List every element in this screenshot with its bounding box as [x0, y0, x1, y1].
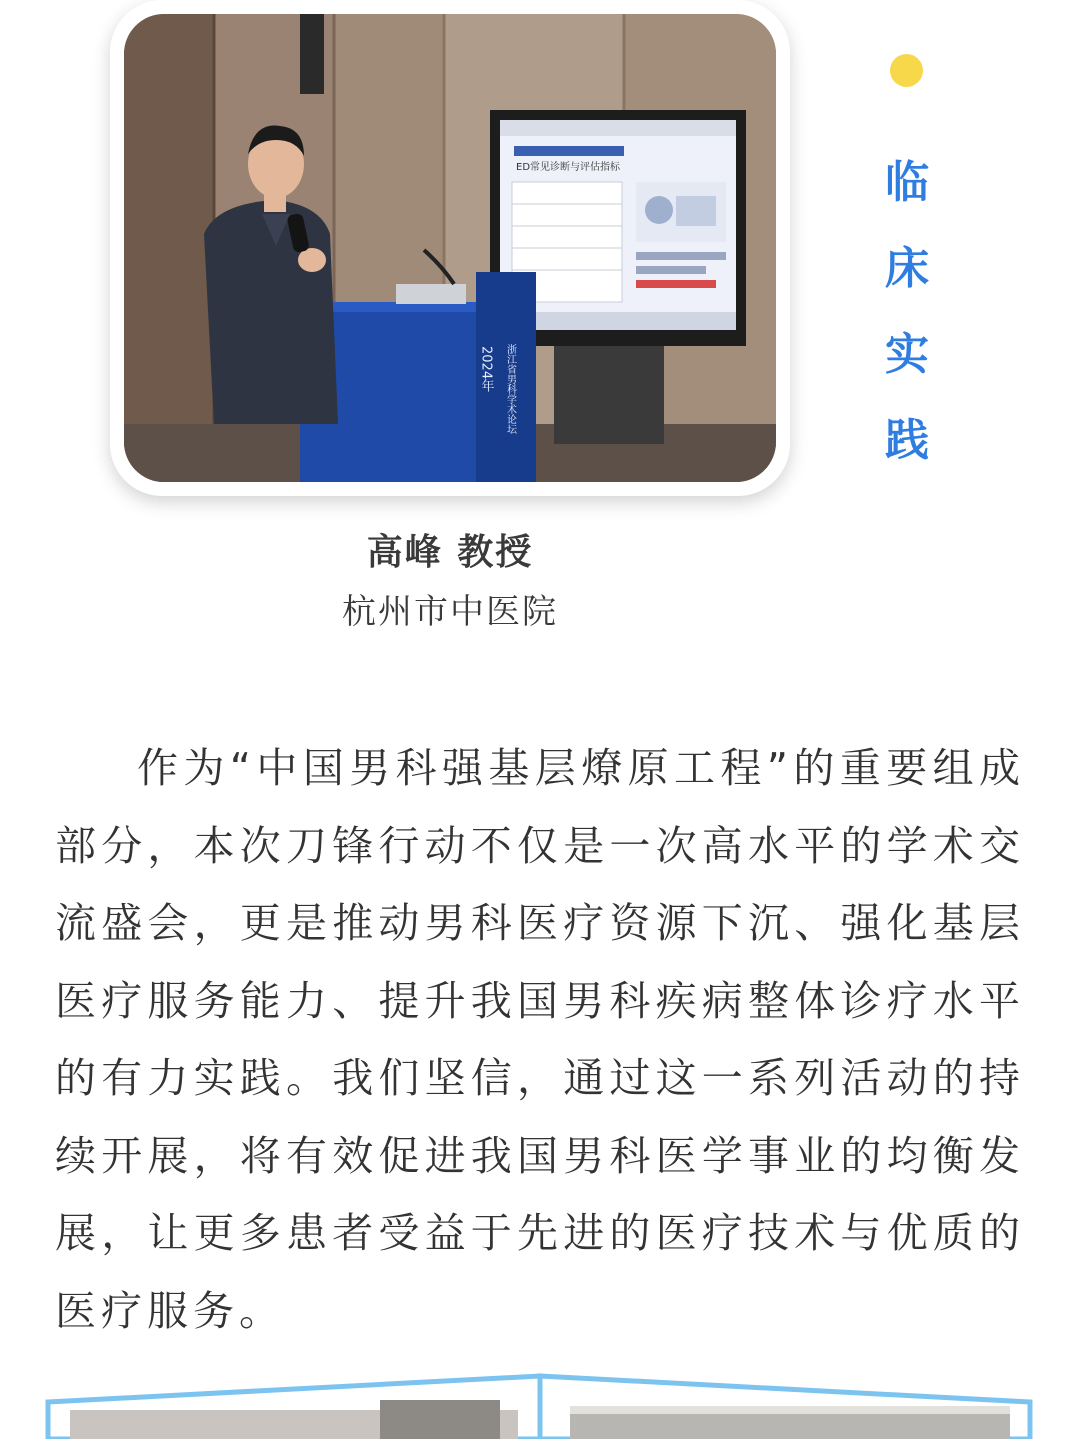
- side-title-char: 践: [885, 415, 929, 466]
- article-paragraph: 作为“中国男科强基层燎原工程”的重要组成部分，本次刀锋行动不仅是一次高水平的学术交流盛会，更是推动男科医疗资源下沉、强化基层医疗服务能力、提升我国男科疾病整体诊疗水平的有力实践。我们坚信，通过这一系列活动的持续开展，将有效促进我国男科医学事业的均衡发展，让更多患者受益于先进的医疗技术与优质的医疗服务。: [55, 744, 1025, 1335]
- gallery-frames-icon: [0, 1370, 1080, 1439]
- screen-heading: ED常见诊断与评估指标: [516, 162, 621, 173]
- speaker-name: 高峰 教授: [366, 532, 534, 573]
- speaker-photo: [124, 14, 776, 482]
- speaker-organization: 杭州市中医院: [342, 592, 558, 632]
- side-title-char: 临: [885, 157, 929, 208]
- podium-text-1: 2024年: [478, 346, 494, 393]
- side-title-char: 床: [885, 243, 929, 294]
- side-title-char: 实: [885, 329, 929, 380]
- photo-frame: [110, 0, 790, 496]
- photo-gallery-strip: [0, 1370, 1080, 1439]
- side-title: [880, 140, 934, 484]
- lecture-photo-icon: [124, 14, 776, 482]
- podium-text-2: 浙江省男科学术论坛: [504, 344, 516, 434]
- accent-dot: [890, 54, 923, 87]
